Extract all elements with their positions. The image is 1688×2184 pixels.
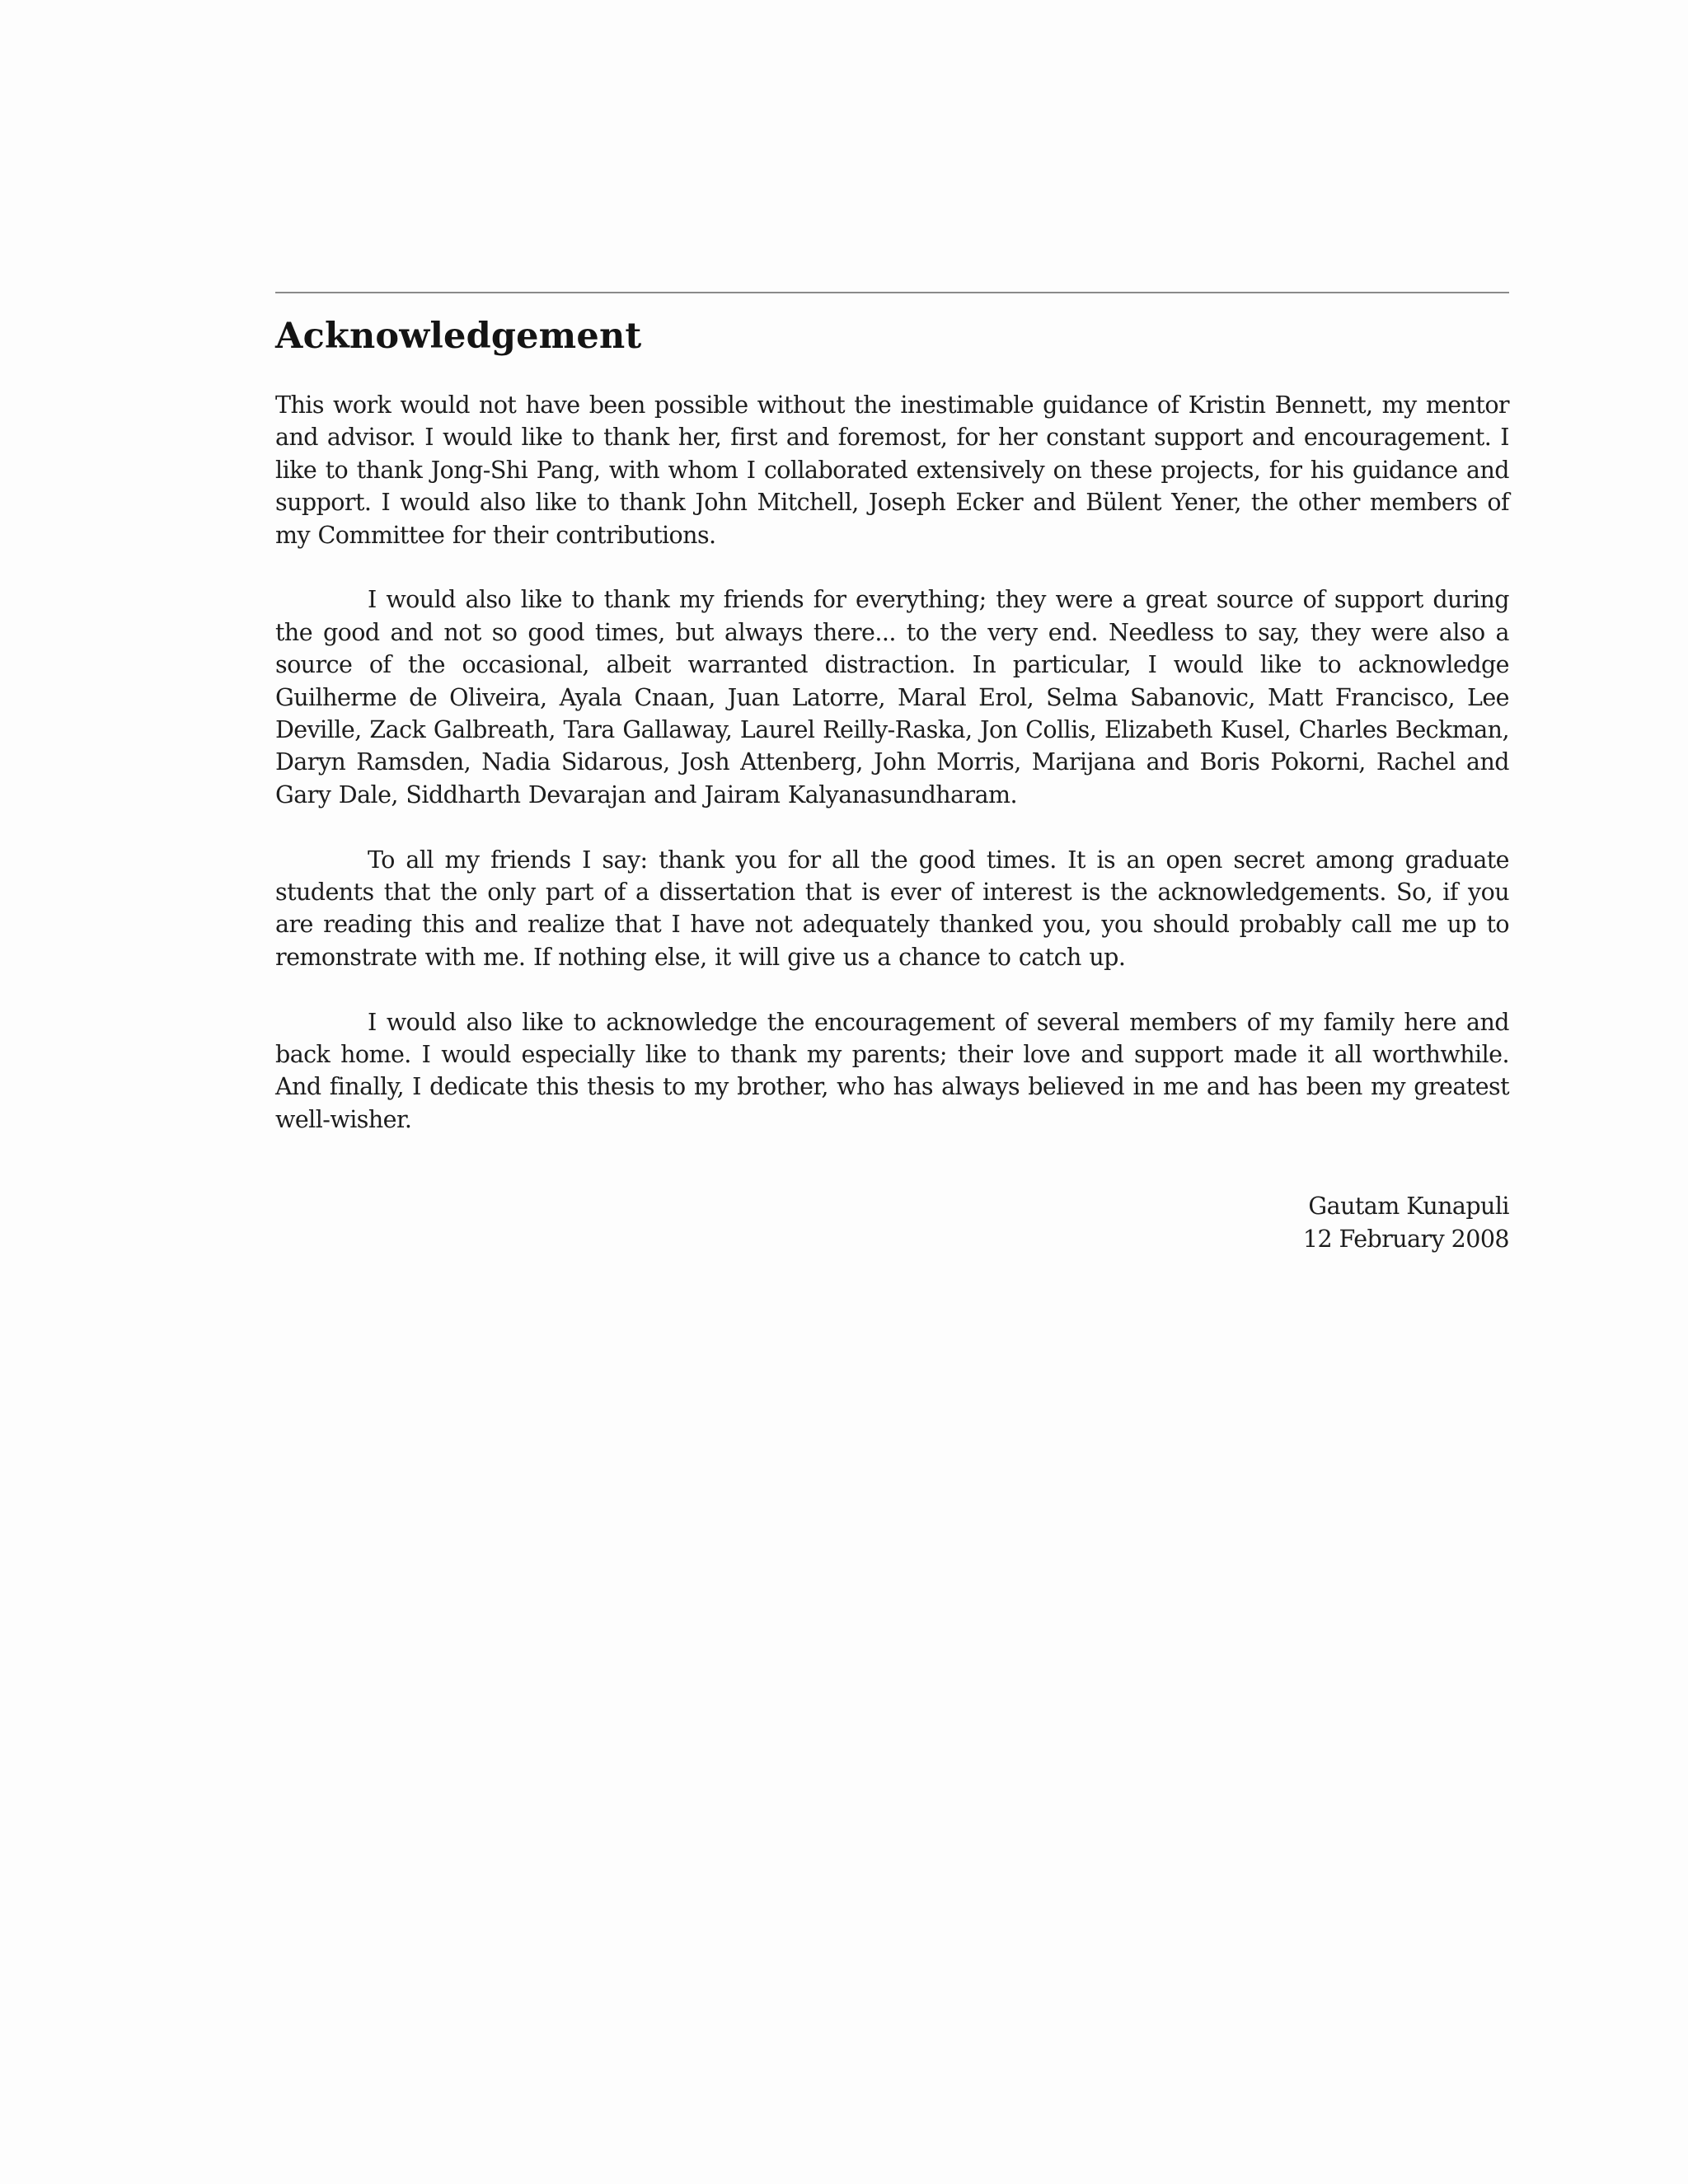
- paragraph-1: This work would not have been possible without the inestimable guidance of Kristin Bennett, my mentor and advisor. I would like to thank her, first and foremost, for her constant support and encouragement. I like to thank Jong-Shi Pang, with whom I collaborated extensively on these projects, for his guidance and support. I would also like to thank John Mitchell, Joseph Ecker and Bülent Yener, the other members of my Committee for their contributions.: [275, 391, 1509, 549]
- acknowledgement-body: [275, 389, 1509, 1136]
- page-content: [275, 292, 1509, 1255]
- paragraph-2: I would also like to thank my friends for everything; they were a great source of support during the good and not so good times, but always there... to the very end. Needless to say, they were also a source of the occasional, albeit warranted distraction. In particular, I would like to acknowledge Guilherme de Oliveira, Ayala Cnaan, Juan Latorre, Maral Erol, Selma Sabanovic, Matt Francisco, Lee Deville, Zack Galbreath, Tara Gallaway, Laurel Reilly-Raska, Jon Collis, Elizabeth Kusel, Charles Beckman, Daryn Ramsden, Nadia Sidarous, Josh Attenberg, John Morris, Marijana and Boris Pokorni, Rachel and Gary Dale, Siddharth Devarajan and Jairam Kalyanasundharam.: [275, 586, 1509, 808]
- signature-date: 12 February 2008: [1302, 1225, 1509, 1253]
- signature-block: [275, 1190, 1509, 1255]
- paragraph-3: To all my friends I say: thank you for all the good times. It is an open secret among graduate students that the only part of a dissertation that is ever of interest is the acknowledgements. So, if you are reading this and realize that I have not adequately thanked you, you should probably call me up to remonstrate with me. If nothing else, it will give us a chance to catch up.: [275, 846, 1509, 971]
- signature-name: Gautam Kunapuli: [1308, 1193, 1509, 1221]
- page-title: Acknowledgement: [275, 316, 642, 357]
- paragraph-4: I would also like to acknowledge the encouragement of several members of my family here and back home. I would especially like to thank my parents; their love and support made it all worthwhile. And finally, I dedicate this thesis to my brother, who has always believed in me and has been my greatest well-wisher.: [275, 1008, 1509, 1133]
- heading-rule: [275, 292, 1509, 293]
